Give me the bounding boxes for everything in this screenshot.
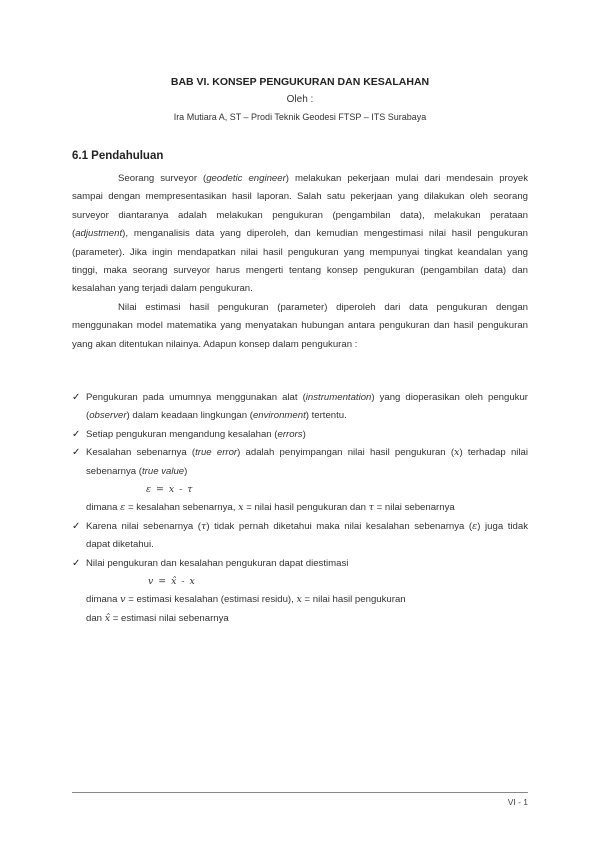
text-run: = nilai sebenarnya xyxy=(373,502,455,514)
symbol: x xyxy=(296,594,302,606)
text-run: dimana xyxy=(86,502,121,514)
text-run: ), menganalisis data yang diperoleh, dan kemudian mengestimasi nilai hasil pengukuran (parameter). Jika ingin mendapatkan nilai hasil pengukuran yang mempunyai tingkat keandalan yang tinggi, maka seorang surveyor harus mengerti tentang konsep pengukuran (pengambilan data) dan kesalahan yang terjadi dalam pengukuran. xyxy=(72,228,528,295)
formula-legend xyxy=(72,610,528,628)
text-run: = estimasi nilai sebenarnya xyxy=(110,612,229,624)
chapter-title: BAB VI. KONSEP PENGUKURAN DAN KESALAHAN xyxy=(170,76,430,88)
symbol: ε xyxy=(472,520,478,532)
formula-residual: v = x̂ - x xyxy=(148,576,196,588)
italic-term: geodetic engineer xyxy=(206,173,286,184)
text-run: ) melakukan pekerjaan mulai dari mendesain proyek sampai dengan mempresentasikan hasil laporan. Salah satu pekerjaan yang dilakukan oleh seorang surveyor diantaranya adalah melakukan pengukuran (pengambilan data), melakukan perataan ( xyxy=(72,173,529,240)
text-run: Seorang surveyor ( xyxy=(118,173,207,184)
check-icon: ✓ xyxy=(72,557,81,569)
italic-term: adjustment xyxy=(75,228,123,240)
text-run: Karena nilai sebenarnya ( xyxy=(86,520,202,532)
symbol: x xyxy=(454,447,460,459)
italic-term: instrumentation xyxy=(305,392,372,403)
text-run: ) tidak pernah diketahui maka nilai kesalahan sebenarnya ( xyxy=(206,520,473,532)
list-item xyxy=(72,444,528,481)
check-icon: ✓ xyxy=(72,520,81,532)
check-icon: ✓ xyxy=(72,428,81,440)
italic-term: true error xyxy=(195,447,238,459)
text-run: = nilai hasil pengukuran dan xyxy=(243,502,369,514)
text-run: = nilai hasil pengukuran xyxy=(301,594,406,606)
list-item xyxy=(72,426,528,444)
italic-term: environment xyxy=(252,410,306,422)
symbol: x xyxy=(238,502,244,514)
text-run: = kesalahan sebenarnya, xyxy=(125,502,239,514)
list-item xyxy=(72,518,528,555)
symbol: ε xyxy=(120,502,126,514)
paragraph-estimation: Nilai estimasi hasil pengukuran (parameter) diperoleh dari data pengukuran dengan menggunakan model matematika yang menyatakan hubungan antara pengukuran dan hasil pengukuran yang akan ditentukan nilainya. Adapun konsep dalam pengukuran : xyxy=(72,301,528,350)
list-item xyxy=(72,389,528,426)
symbol: τ xyxy=(368,502,374,514)
text-run: ) adalah penyimpangan nilai hasil pengukuran ( xyxy=(237,447,455,459)
text-run: Kesalahan sebenarnya ( xyxy=(86,447,196,459)
italic-term: observer xyxy=(89,410,127,422)
text-run: ) juga tidak dapat diketahui. xyxy=(86,520,528,551)
check-icon: ✓ xyxy=(72,392,81,403)
text-run: dan xyxy=(86,612,105,624)
italic-term: errors xyxy=(277,428,303,440)
section-heading: 6.1 Pendahuluan xyxy=(72,150,164,162)
page-number: VI - 1 xyxy=(507,797,528,807)
formula-legend xyxy=(72,591,528,609)
formula-legend xyxy=(72,499,528,517)
symbol: v xyxy=(120,594,126,606)
byline: Oleh : xyxy=(286,94,314,105)
footer-divider xyxy=(72,792,528,793)
text-run: ) yang dioperasikan oleh pengukur ( xyxy=(86,392,528,422)
author-line: Ira Mutiara A, ST – Prodi Teknik Geodesi FTSP – ITS Surabaya xyxy=(173,112,427,122)
check-icon: ✓ xyxy=(72,447,81,459)
text-run: Pengukuran pada umumnya menggunakan alat ( xyxy=(86,392,306,403)
symbol: τ xyxy=(201,520,207,532)
list-item xyxy=(72,555,528,573)
text-run: = estimasi kesalahan (estimasi residu), xyxy=(125,594,297,606)
text-run: ) dalam keadaan lingkungan ( xyxy=(126,410,253,422)
text-run: Setiap pengukuran mengandung kesalahan ( xyxy=(86,428,278,440)
text-run: ) terhadap nilai sebenarnya ( xyxy=(86,447,529,477)
text-run: ) xyxy=(184,465,188,477)
concept-list xyxy=(72,389,528,628)
symbol: x̂ xyxy=(104,612,111,624)
text-run: Nilai pengukuran dan kesalahan pengukuran dapat diestimasi xyxy=(86,557,349,569)
paragraph-intro xyxy=(72,170,528,299)
text-run: dimana xyxy=(86,594,121,606)
formula-true-error: ε = x - τ xyxy=(146,484,194,496)
body-text xyxy=(72,170,528,354)
text-run: ) tertentu. xyxy=(305,410,347,422)
text-run: ) xyxy=(302,428,306,440)
italic-term: true value xyxy=(142,465,185,477)
